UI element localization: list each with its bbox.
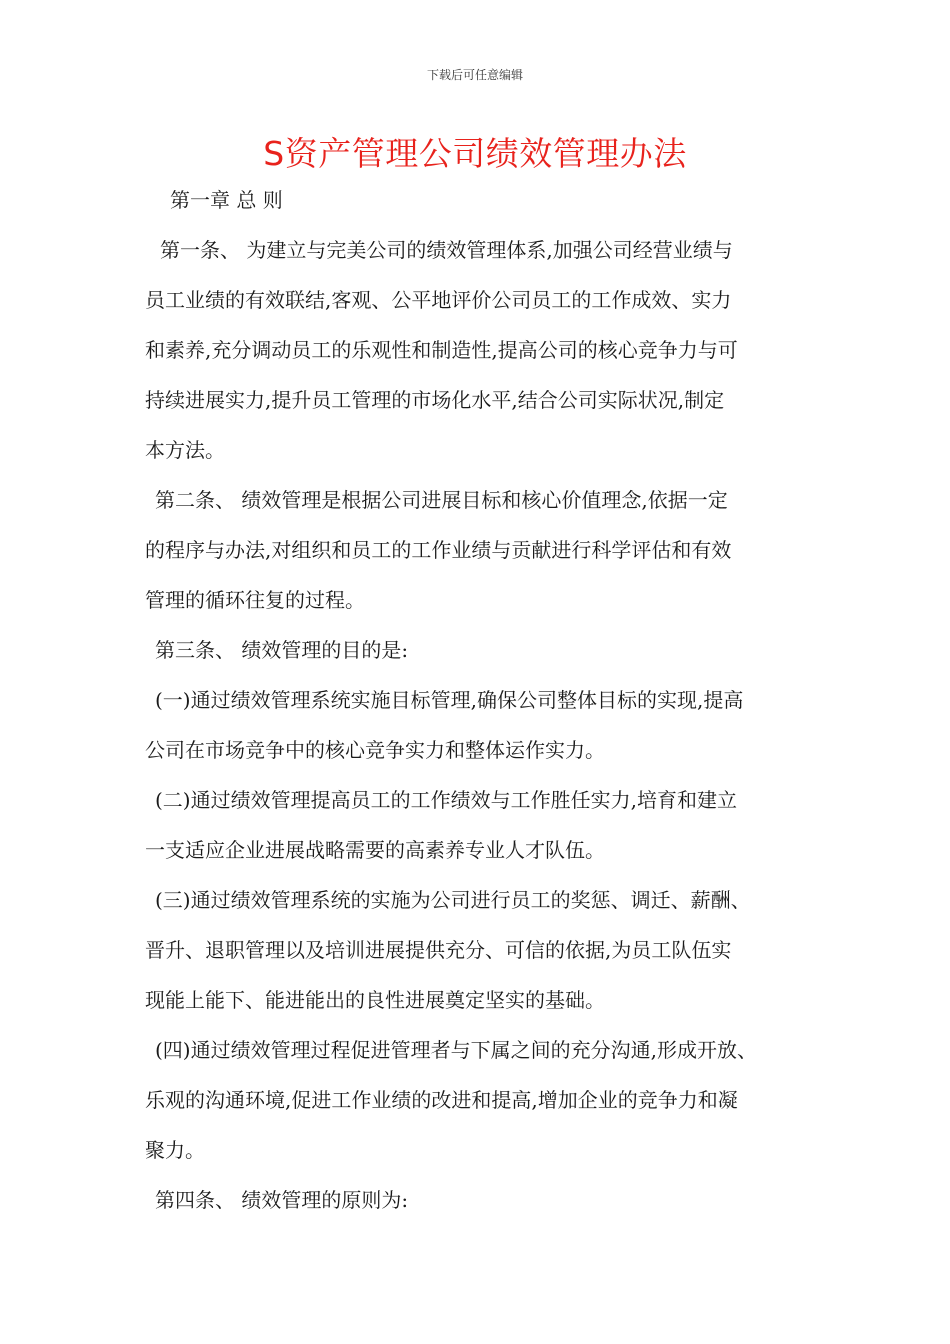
article-2-line-2: 的程序与办法,对组织和员工的工作业绩与贡献进行科学评估和有效 [145,538,732,562]
item-2-line-1: (二)通过绩效管理提高员工的工作绩效与工作胜任实力,培育和建立 [155,788,737,812]
header-note: 下载后可任意编辑 [426,68,523,82]
article-4-line-1: 第四条、 绩效管理的原则为: [155,1188,409,1212]
item-4-line-1: (四)通过绩效管理过程促进管理者与下属之间的充分沟通,形成开放、 [155,1038,757,1062]
article-2-line-3: 管理的循环往复的过程。 [145,588,365,612]
item-3-line-1: (三)通过绩效管理系统的实施为公司进行员工的奖惩、调迁、薪酬、 [155,888,751,912]
item-2-line-2: 一支适应企业进展战略需要的高素养专业人才队伍。 [145,838,605,862]
article-3-line-1: 第三条、 绩效管理的目的是: [155,638,409,662]
article-2-line-1: 第二条、 绩效管理是根据公司进展目标和核心价值理念,依据一定 [155,488,728,512]
article-1-line-1: 第一条、 为建立与完美公司的绩效管理体系,加强公司经营业绩与 [160,238,733,262]
article-1-line-2: 员工业绩的有效联结,客观、公平地评价公司员工的工作成效、实力 [145,288,732,312]
item-1-line-2: 公司在市场竞争中的核心竞争实力和整体运作实力。 [145,738,605,762]
item-4-line-3: 聚力。 [145,1138,205,1162]
item-3-line-2: 晋升、退职管理以及培训进展提供充分、可信的依据,为员工队伍实 [145,938,732,962]
article-1-line-5: 本方法。 [145,438,225,462]
item-4-line-2: 乐观的沟通环境,促进工作业绩的改进和提高,增加企业的竞争力和凝 [145,1088,738,1112]
article-1-line-3: 和素养,充分调动员工的乐观性和制造性,提高公司的核心竞争力与可 [145,338,738,362]
item-3-line-3: 现能上能下、能进能出的良性进展奠定坚实的基础。 [145,988,605,1012]
item-1-line-1: (一)通过绩效管理系统实施目标管理,确保公司整体目标的实现,提高 [155,688,744,712]
document-title: S资产管理公司绩效管理办法 [263,134,687,173]
chapter-heading: 第一章 总 则 [170,188,283,212]
article-1-line-4: 持续进展实力,提升员工管理的市场化水平,结合公司实际状况,制定 [145,388,725,412]
